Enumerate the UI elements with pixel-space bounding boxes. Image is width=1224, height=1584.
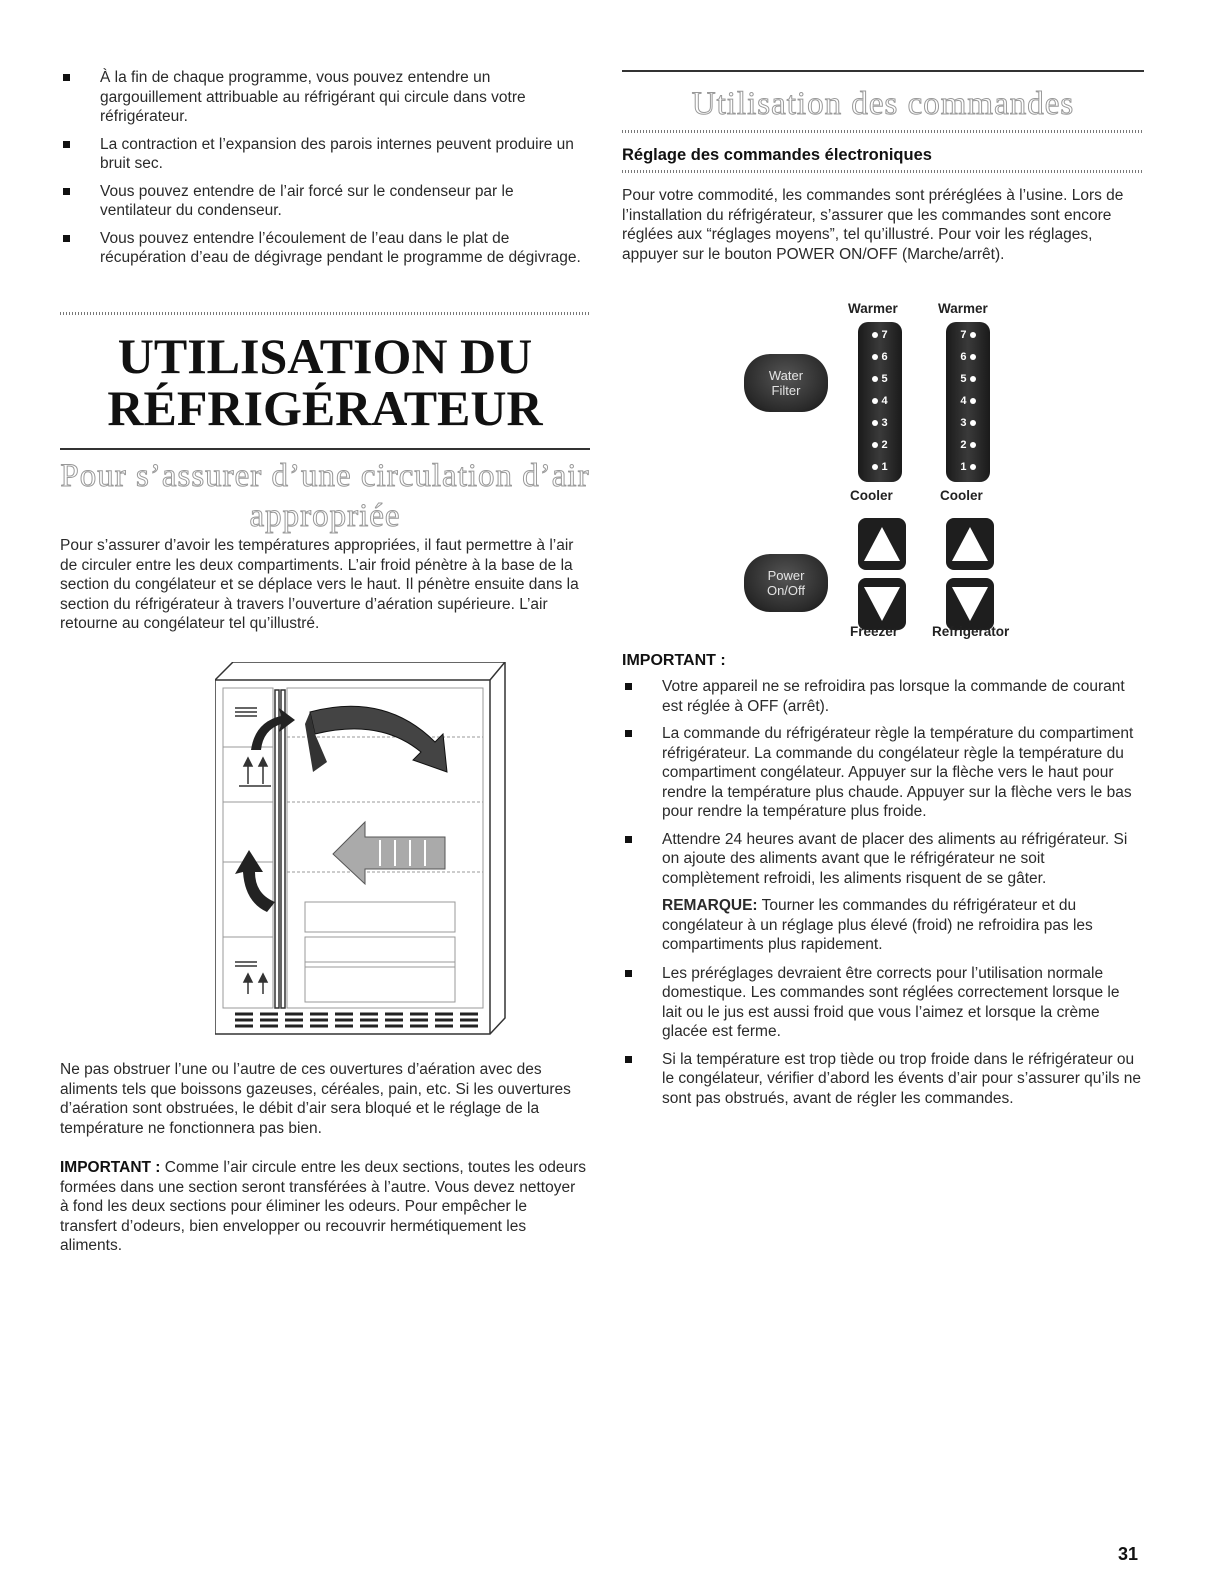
divider [622,70,1144,72]
airflow-diagram [215,662,510,1037]
airflow-curved-arrow-icon [235,850,275,912]
section-title-controls: Utilisation des commandes [691,86,1075,122]
important-text: Comme l’air circule entre les deux sections, toutes les odeurs formées dans une section seront transférées à l’autre. Vous devez nettoyer à fond les deux sections pour éliminer les odeurs. Pour empêcher le transfert d’odeurs, bien envelopper ou recouvrir hermétiquement les aliments. [60,1159,587,1254]
important-heading: IMPORTANT : [622,652,726,669]
note-label: REMARQUE: [662,897,758,914]
section-title-line: appropriée [249,498,401,534]
sub-heading: Réglage des commandes électroniques [622,146,932,164]
freezer-level-7 [858,328,902,342]
level-label: 2 [881,439,888,451]
fridge-level-7 [946,328,990,342]
level-label: 2 [960,439,967,451]
fridge-up-button[interactable] [946,518,994,570]
level-label: 4 [881,395,888,407]
level-label: 7 [960,329,967,341]
note-paragraph [622,896,1142,955]
water-filter-label: Water Filter [768,368,804,398]
level-label: 3 [881,417,888,429]
fridge-level-2 [946,438,990,452]
led-dot-icon [970,398,976,404]
power-label: Power On/Off [766,568,806,598]
list-item: La commande du réfrigérateur règle la température du compartiment réfrigérateur. La commande du congélateur règle la température du compartiment congélateur. Appuyer sur la flèche vers le haut pour rendre la température plus chaude. Appuyer sur la flèche vers le bas pour rendre la température plus froide. [622,724,1142,822]
bottom-grille-icon [235,1014,478,1026]
freezer-level-1 [858,460,902,474]
list-item: Votre appareil ne se refroidira pas lorsque la commande de courant est réglée à OFF (arrêt). [622,677,1142,716]
led-dot-icon [872,354,878,360]
led-dot-icon [872,398,878,404]
fridge-level-3 [946,416,990,430]
control-panel [742,296,1162,646]
important-label: IMPORTANT : [60,1159,161,1176]
list-item: Les préréglages devraient être corrects pour l’utilisation normale domestique. Les commandes sont réglées correctement lorsque le lait ou le jus est aussi froid que vous l’aimez et lorsque la crème glacée est ferme. [622,964,1142,1042]
fridge-level-1 [946,460,990,474]
led-dot-icon [872,420,878,426]
freezer-level-3 [858,416,902,430]
fridge-level-4 [946,394,990,408]
freezer-down-button[interactable] [858,578,906,630]
led-dot-icon [970,376,976,382]
level-label: 1 [960,461,967,473]
airflow-curved-arrow-icon [310,706,447,772]
power-button[interactable] [744,554,828,612]
section-title-airflow [60,456,590,536]
fridge-warmer-label: Warmer [938,301,988,316]
important-paragraph [60,1158,588,1256]
divider [622,170,1144,173]
water-filter-button[interactable] [744,354,828,412]
level-label: 1 [881,461,888,473]
important-list [622,677,1142,1116]
airflow-intro: Pour s’assurer d’avoir les températures appropriées, il faut permettre à l’air de circuler entre les deux compartiments. L’air froid pénètre à la base de la section du congélateur et se déplace vers le haut. Il pénètre ensuite dans la section du réfrigérateur à travers l’ouverture d’aération supérieure. L’air retourne au congélateur tel qu’illustré. [60,537,579,632]
fridge-level-strip [946,322,990,482]
airflow-left-arrow-icon [333,822,445,884]
level-label: 6 [881,351,888,363]
led-dot-icon [872,376,878,382]
led-dot-icon [970,420,976,426]
level-label: 5 [881,373,888,385]
freezer-up-button[interactable] [858,518,906,570]
level-label: 3 [960,417,967,429]
freezer-level-6 [858,350,902,364]
controls-intro: Pour votre commodité, les commandes sont préréglées à l’usine. Lors de l’installation du réfrigérateur, s’assurer que les commandes sont encore réglées aux “réglages moyens”, tel qu’illustré. Pour voir les réglages, appuyer sur le bouton POWER ON/OFF (Marche/arrêt). [622,187,1124,263]
page-number: 31 [1118,1544,1139,1564]
level-label: 5 [960,373,967,385]
freezer-level-4 [858,394,902,408]
noise-bullet-list [60,68,585,276]
freezer-label: Freezer [850,624,899,639]
divider [60,448,590,450]
list-item: Si la température est trop tiède ou trop froide dans le réfrigérateur ou le congélateur, vérifier d’abord les évents d’air pour s’assurer qu’ils ne sont pas obstrués, avant de régler les commandes. [622,1050,1142,1109]
level-label: 6 [960,351,967,363]
fridge-level-5 [946,372,990,386]
arrow-up-icon [858,518,906,570]
level-label: 4 [960,395,967,407]
page-title-line: RÉFRIGÉRATEUR [107,380,543,436]
fridge-level-6 [946,350,990,364]
arrow-down-icon [858,578,906,630]
led-dot-icon [970,354,976,360]
divider [60,312,590,315]
arrow-up-icon [946,518,994,570]
led-dot-icon [872,464,878,470]
divider [622,130,1144,133]
arrow-down-icon [946,578,994,630]
list-item: Attendre 24 heures avant de placer des aliments au réfrigérateur. Si on ajoute des aliments avant que le réfrigérateur ne soit complètement refroidi, les aliments risquent de se gâter. [622,830,1142,889]
freezer-level-2 [858,438,902,452]
vents-paragraph: Ne pas obstruer l’une ou l’autre de ces ouvertures d’aération avec des aliments tels que boissons gazeuses, céréales, pain, etc. Si les ouvertures d’aération sont obstruées, le débit d’air sera bloqué et le réglage de la température ne fonctionnera pas bien. [60,1061,571,1137]
led-dot-icon [970,464,976,470]
list-item: Vous pouvez entendre de l’air forcé sur le condenseur par le ventilateur du condenseur. [60,182,585,221]
fridge-down-button[interactable] [946,578,994,630]
list-item: La contraction et l’expansion des parois internes peuvent produire un bruit sec. [60,135,585,174]
freezer-warmer-label: Warmer [848,301,898,316]
list-item: À la fin de chaque programme, vous pouvez entendre un gargouillement attribuable au réfrigérant qui circule dans votre réfrigérateur. [60,68,585,127]
section-title-line: Pour s’assurer d’une circulation d’air [60,458,590,494]
page-title [60,330,590,434]
level-label: 7 [881,329,888,341]
freezer-cooler-label: Cooler [850,488,893,503]
led-dot-icon [970,442,976,448]
freezer-level-strip [858,322,902,482]
led-dot-icon [872,332,878,338]
page-title-line: UTILISATION DU [117,328,533,384]
led-dot-icon [872,442,878,448]
refrigerator-label: Refrigerator [932,624,1010,639]
led-dot-icon [970,332,976,338]
note-text: Tourner les commandes du réfrigérateur et du congélateur à un réglage plus élevé (froid) ne refroidira pas les compartiments plus rapidement. [662,897,1093,953]
list-item: Vous pouvez entendre l’écoulement de l’eau dans le plat de récupération d’eau de dégivrage pendant le programme de dégivrage. [60,229,585,268]
freezer-level-5 [858,372,902,386]
fridge-cooler-label: Cooler [940,488,983,503]
